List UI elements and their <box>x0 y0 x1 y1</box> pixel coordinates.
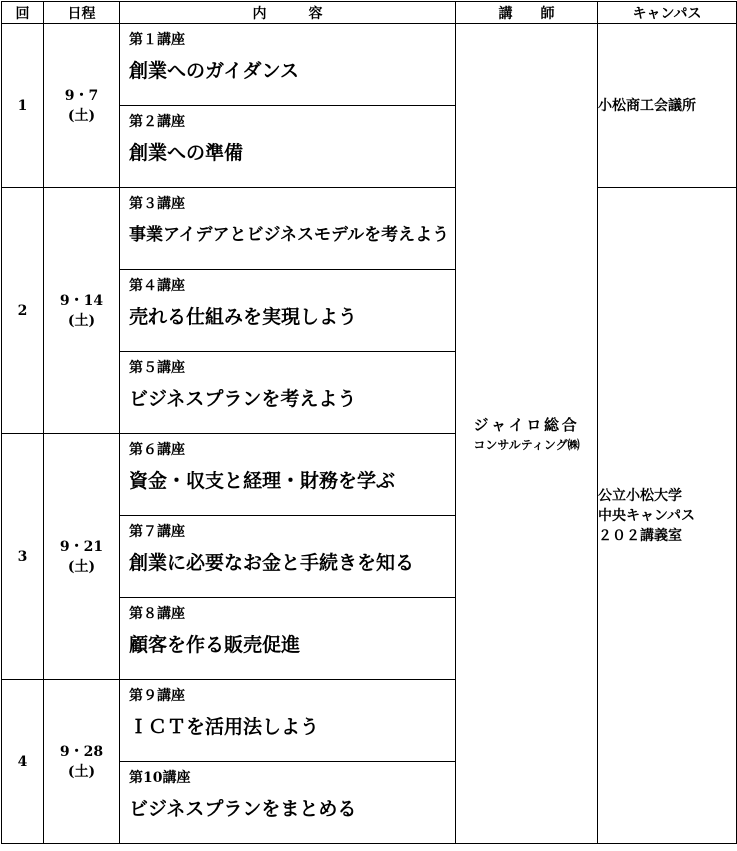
lecture-title: 事業アイデアとビジネスモデルを考えよう <box>129 225 450 245</box>
lecture-cell <box>120 106 456 188</box>
instructor-line2: コンサルティング㈱ <box>473 437 580 452</box>
lecture-title: ビジネスプランをまとめる <box>129 798 357 820</box>
lecture-number: 第３講座 <box>129 196 185 212</box>
campus-cell-1 <box>598 24 737 188</box>
date-text: 9・21 <box>59 538 104 555</box>
lecture-number: 第８講座 <box>129 606 185 622</box>
header-campus: キャンパス <box>598 2 737 24</box>
lecture-cell <box>120 598 456 680</box>
header-content: 内 容 <box>120 2 456 24</box>
lecture-number: 第６講座 <box>129 442 185 458</box>
round-date <box>44 188 120 434</box>
weekday-text: (土) <box>67 107 96 124</box>
lecture-title: ＩＣＴを活用法しよう <box>129 716 320 738</box>
round-number: 1 <box>2 24 44 188</box>
lecture-cell <box>120 434 456 516</box>
table-row <box>2 24 737 106</box>
header-row <box>2 2 737 24</box>
lecture-number: 第５講座 <box>129 360 185 376</box>
lecture-number: 第10講座 <box>129 770 191 786</box>
lecture-number: 第１講座 <box>129 32 185 48</box>
lecture-number: 第９講座 <box>129 688 185 704</box>
instructor-cell <box>456 24 598 844</box>
lecture-cell <box>120 680 456 762</box>
lecture-title: 資金・収支と経理・財務を学ぶ <box>129 470 396 492</box>
round-date <box>44 24 120 188</box>
table-row <box>2 188 737 270</box>
round-number: 4 <box>2 680 44 844</box>
lecture-title: 創業への準備 <box>129 142 244 164</box>
weekday-text: (土) <box>67 763 96 780</box>
weekday-text: (土) <box>67 312 96 329</box>
round-number: 2 <box>2 188 44 434</box>
round-number: 3 <box>2 434 44 680</box>
lecture-title: ビジネスプランを考えよう <box>129 388 357 410</box>
round-date <box>44 680 120 844</box>
header-instructor: 講 師 <box>456 2 598 24</box>
round-date <box>44 434 120 680</box>
lecture-number: 第７講座 <box>129 524 185 540</box>
lecture-title: 創業に必要なお金と手続きを知る <box>129 552 415 574</box>
date-text: 9・28 <box>59 743 104 760</box>
campus-line: 公立小松大学 <box>598 487 682 504</box>
campus-cell-2 <box>598 188 737 844</box>
lecture-title: 創業へのガイダンス <box>129 60 300 82</box>
lecture-cell <box>120 516 456 598</box>
lecture-title: 顧客を作る販売促進 <box>129 634 301 656</box>
header-round: 回 <box>2 2 44 24</box>
lecture-title: 売れる仕組みを実現しよう <box>129 306 358 328</box>
lecture-cell <box>120 188 456 270</box>
instructor-line1: ジャイロ総合 <box>473 415 580 434</box>
campus-name: 小松商工会議所 <box>598 97 696 114</box>
weekday-text: (土) <box>67 558 96 575</box>
lecture-number: 第２講座 <box>129 114 185 130</box>
lecture-number: 第４講座 <box>129 278 185 294</box>
campus-line: 中央キャンパス <box>598 507 696 524</box>
date-text: 9・14 <box>59 292 104 309</box>
date-text: 9・7 <box>64 87 99 104</box>
campus-line: ２０２講義室 <box>598 527 682 544</box>
lecture-cell <box>120 352 456 434</box>
schedule-table <box>1 1 737 844</box>
lecture-cell <box>120 762 456 844</box>
header-date: 日程 <box>44 2 120 24</box>
lecture-cell <box>120 270 456 352</box>
lecture-cell <box>120 24 456 106</box>
